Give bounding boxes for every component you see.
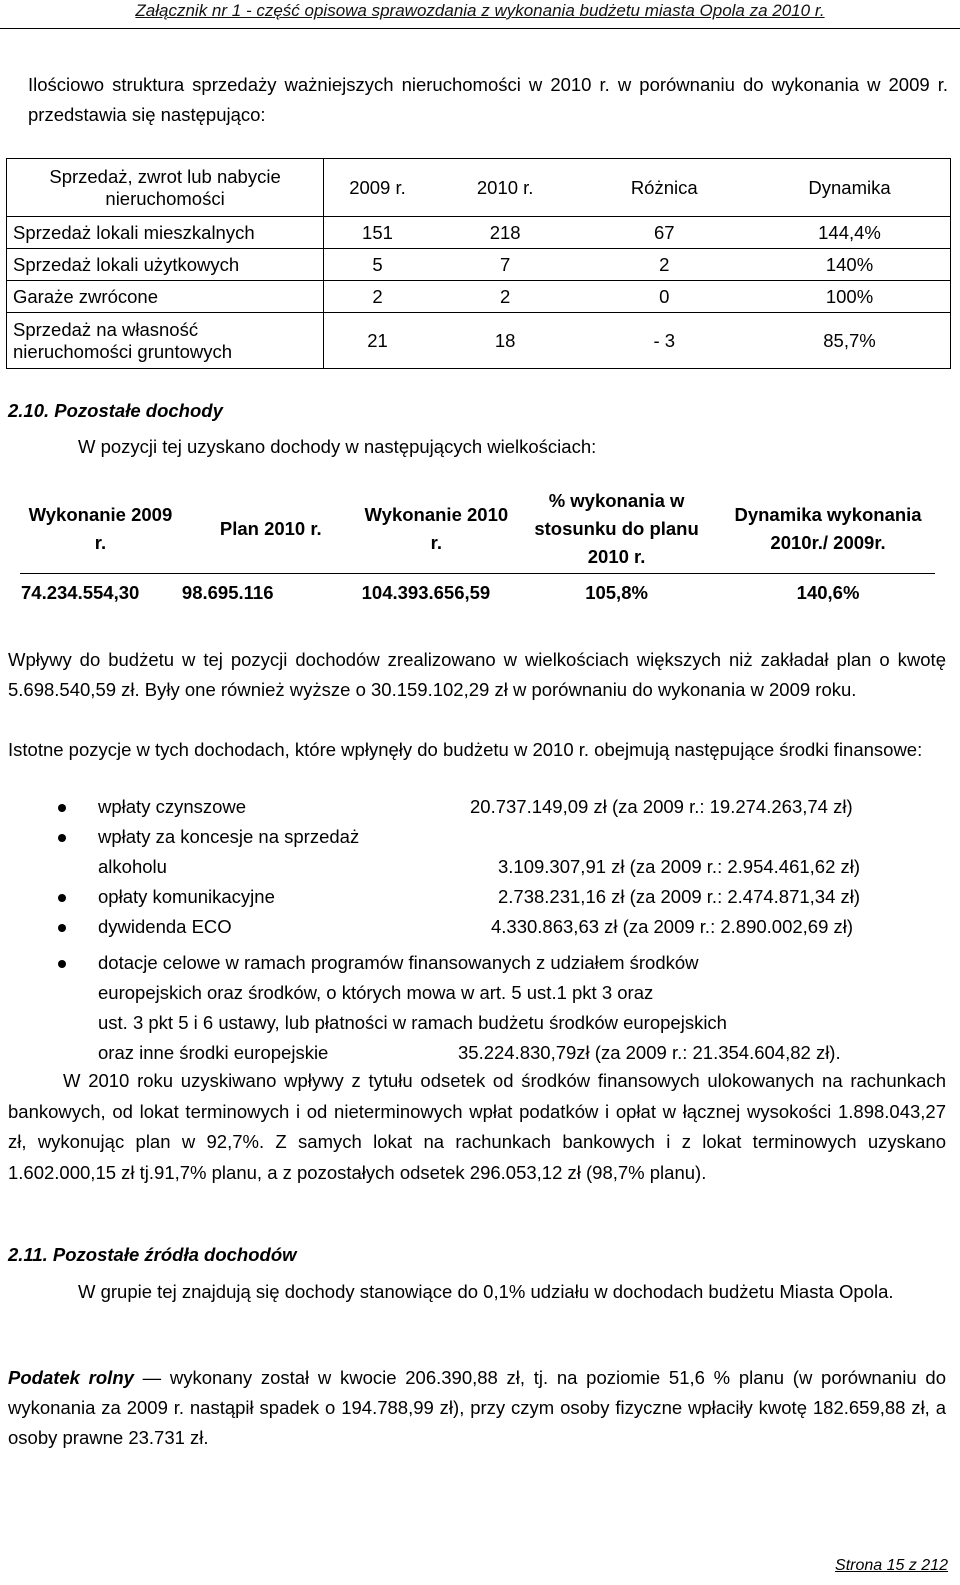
- intro-paragraph: Ilościowo struktura sprzedaży ważniejszych nieruchomości w 2010 r. w porównaniu do wykonania w 2009 r. przedstawia się następująco:: [28, 74, 948, 125]
- table-cell: 0: [579, 281, 749, 313]
- table-cell: 140,6%: [796, 582, 860, 604]
- table-cell: 5: [324, 249, 431, 281]
- item-label: wpłaty za koncesje na sprzedaż: [98, 826, 360, 847]
- table-header-cell: Dynamika wykonania 2010r./ 2009r.: [721, 485, 935, 573]
- table-cell: Sprzedaż lokali mieszkalnych: [7, 217, 324, 249]
- header-rule: [0, 28, 960, 29]
- section-210-intro: W pozycji tej uzyskano dochody w następujących wielkościach:: [78, 436, 597, 457]
- item-label-cont: europejskich oraz środków, o których mowa w art. 5 ust.1 pkt 3 oraz: [98, 982, 654, 1003]
- item-value: 20.737.149,09 zł (za 2009 r.: 19.274.263,74 zł): [470, 796, 853, 817]
- table-cell: 100%: [749, 281, 951, 313]
- item-value: 35.224.830,79zł (za 2009 r.: 21.354.604,82 zł).: [458, 1042, 841, 1063]
- list-item: [98, 948, 948, 1068]
- table-cell: 74.234.554,30: [21, 582, 140, 604]
- table-header-cell: Dynamika: [749, 159, 951, 217]
- table-cell: 18: [431, 313, 580, 369]
- table-row: [20, 573, 935, 613]
- item-label: dywidenda ECO: [98, 916, 232, 937]
- table-cell: 151: [324, 217, 431, 249]
- table-cell: - 3: [579, 313, 749, 369]
- income-table: [20, 485, 935, 613]
- tax-title: Podatek rolny: [8, 1367, 134, 1388]
- item-value: 3.109.307,91 zł (za 2009 r.: 2.954.461,62 zł): [498, 856, 861, 877]
- table-cell: 2: [579, 249, 749, 281]
- page-header: Załącznik nr 1 - część opisowa sprawozdania z wykonania budżetu miasta Opola za 2010 r.: [135, 1, 825, 20]
- table-header-cell: 2010 r.: [431, 159, 580, 217]
- table-header-cell: Różnica: [579, 159, 749, 217]
- table-header-cell: % wykonania w stosunku do planu 2010 r.: [512, 485, 721, 573]
- page-number: Strona 15 z 212: [835, 1557, 948, 1574]
- bullet-icon: [58, 960, 66, 968]
- item-label: wpłaty czynszowe: [98, 796, 247, 817]
- paragraph-other-sources: W grupie tej znajdują się dochody stanowiące do 0,1% udziału w dochodach budżetu Miasta Opola.: [78, 1281, 894, 1302]
- paragraph-budget-income: Wpływy do budżetu w tej pozycji dochodów zrealizowano w wielkościach większych niż zakładał plan o kwotę 5.698.540,59 zł. Były one również wyższe o 30.159.102,29 zł w porównaniu do wykonania w 2009 roku.: [8, 649, 946, 700]
- table-cell: 7: [431, 249, 580, 281]
- list-item: [98, 792, 948, 822]
- table-cell: 85,7%: [749, 313, 951, 369]
- section-210-title: 2.10. Pozostałe dochody: [8, 400, 223, 421]
- table-cell: 98.695.116: [181, 582, 274, 604]
- table-header-row: [20, 485, 935, 573]
- item-label: dotacje celowe w ramach programów finansowanych z udziałem środków: [98, 952, 699, 973]
- list-item: [98, 912, 948, 948]
- item-label-cont: ust. 3 pkt 5 i 6 ustawy, lub płatności w ramach budżetu środków europejskich: [98, 1012, 727, 1033]
- list-item: [98, 822, 948, 882]
- table-header-cell: Wykonanie 2010 r.: [361, 485, 512, 573]
- table-cell: 144,4%: [749, 217, 951, 249]
- item-label-cont: oraz inne środki europejskie: [98, 1042, 329, 1063]
- tax-text: — wykonany został w kwocie 206.390,88 zł, tj. na poziomie 51,6 % planu (w porównaniu do wykonania za 2009 r. nastąpił spadek o 194.788,99 zł), przy czym osoby fizyczne wpłaciły kwotę 182.659,88 zł, a osoby prawne 23.731 zł.: [8, 1367, 946, 1448]
- paragraph-key-items: Istotne pozycje w tych dochodach, które wpłynęły do budżetu w 2010 r. obejmują następujące środki finansowe:: [8, 739, 923, 760]
- bullet-icon: [58, 804, 66, 812]
- table-header-cell: Wykonanie 2009 r.: [20, 485, 181, 573]
- table-row: [7, 281, 951, 313]
- table-cell: 2: [431, 281, 580, 313]
- list-item: [98, 882, 948, 912]
- bullet-icon: [58, 834, 66, 842]
- bullet-icon: [58, 894, 66, 902]
- table-header-cell: Plan 2010 r.: [181, 485, 361, 573]
- item-value: 2.738.231,16 zł (za 2009 r.: 2.474.871,34 zł): [498, 886, 861, 907]
- table-cell: 21: [324, 313, 431, 369]
- table-row: [7, 313, 951, 369]
- table-cell: 67: [579, 217, 749, 249]
- table-cell: 218: [431, 217, 580, 249]
- table-cell: 104.393.656,59: [361, 582, 491, 604]
- table-cell: Sprzedaż na własność nieruchomości gruntowych: [7, 313, 324, 369]
- paragraph-interest: W 2010 roku uzyskiwano wpływy z tytułu odsetek od środków finansowych ulokowanych na rachunkach bankowych, od lokat terminowych i od nieterminowych wpłat podatków i opłat w łącznej wysokości 1.898.043,27 zł, wykonując plan w 92,7%. Z samych lokat na rachunkach bankowych i z lokat terminowych uzyskano 1.602.000,15 zł tj.91,7% planu, a z pozostałych odsetek 296.053,12 zł (98,7% planu).: [8, 1070, 946, 1183]
- bullet-icon: [58, 924, 66, 932]
- table-row: [7, 217, 951, 249]
- table-row: [7, 249, 951, 281]
- income-items-list: [98, 792, 948, 1068]
- table-cell: 140%: [749, 249, 951, 281]
- sales-table: [6, 158, 951, 369]
- section-211-title: 2.11. Pozostałe źródła dochodów: [8, 1244, 297, 1265]
- table-cell: Garaże zwrócone: [7, 281, 324, 313]
- item-label-cont: alkoholu: [98, 856, 167, 877]
- item-label: opłaty komunikacyjne: [98, 886, 275, 907]
- paragraph-agricultural-tax: [8, 1363, 946, 1453]
- table-cell: 2: [324, 281, 431, 313]
- table-header-row: [7, 159, 951, 217]
- item-value: 4.330.863,63 zł (za 2009 r.: 2.890.002,69 zł): [491, 916, 854, 937]
- table-header-cell: Sprzedaż, zwrot lub nabycie nieruchomości: [7, 159, 324, 217]
- table-header-cell: 2009 r.: [324, 159, 431, 217]
- table-cell: Sprzedaż lokali użytkowych: [7, 249, 324, 281]
- table-cell: 105,8%: [585, 582, 648, 604]
